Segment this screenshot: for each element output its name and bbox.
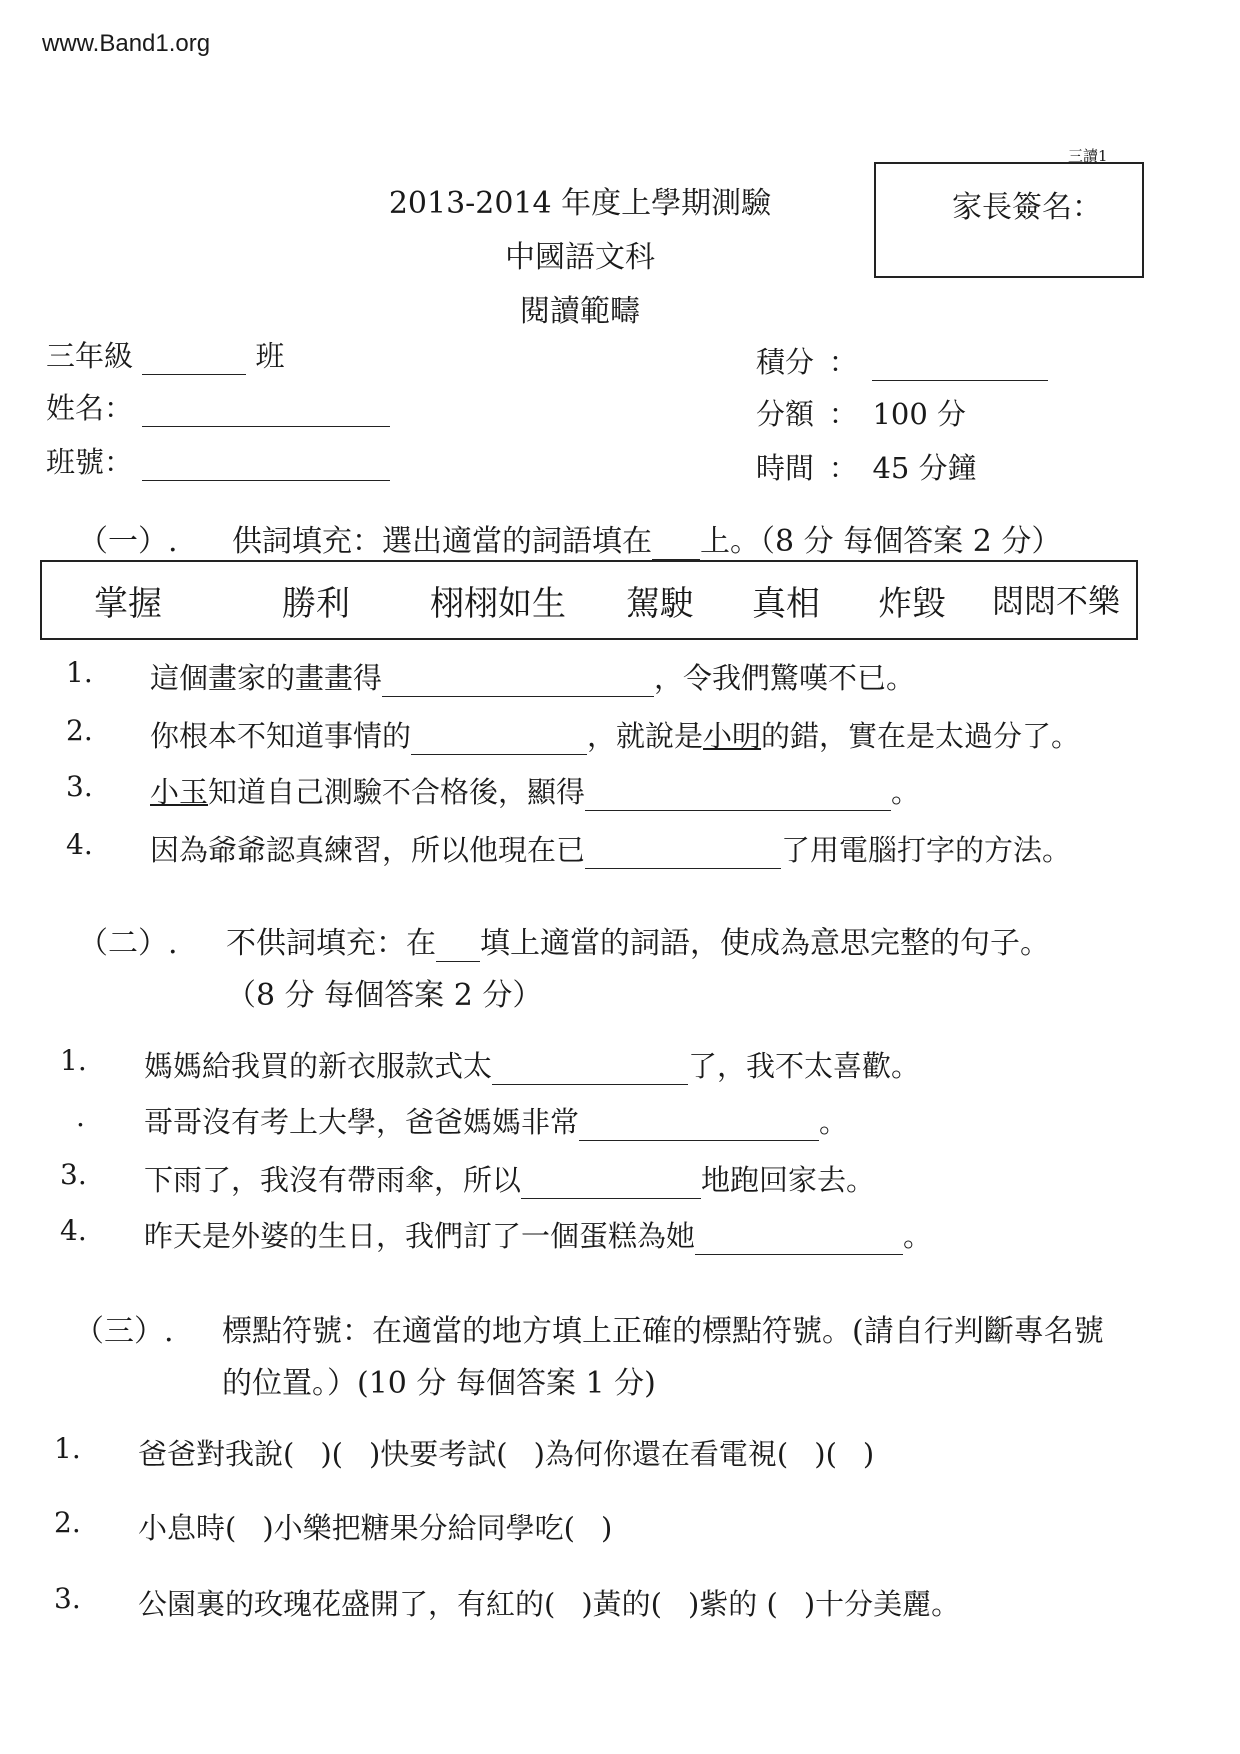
section2-number: （二）. xyxy=(78,926,178,961)
parent-signature-label: 家長簽名： xyxy=(952,190,1102,225)
question-after: 。 xyxy=(819,1105,849,1139)
question-after: 。 xyxy=(891,775,921,809)
question-after: 。 xyxy=(903,1219,933,1253)
question-part: )為何你還在看電視( xyxy=(533,1437,789,1471)
question-number: 3. xyxy=(54,1582,81,1615)
question-text xyxy=(144,1214,932,1255)
time-row xyxy=(756,446,977,487)
question-before: 下雨了，我沒有帶雨傘，所以 xyxy=(144,1163,522,1197)
class-suffix: 班 xyxy=(255,339,285,373)
section2-marks: （8 分 每個答案 2 分） xyxy=(226,978,543,1013)
name-blank[interactable] xyxy=(142,398,390,427)
word-bank-item: 真相 xyxy=(752,584,820,624)
question-part: )( xyxy=(320,1437,343,1471)
section1-number: （一）. xyxy=(78,524,178,559)
answer-blank[interactable] xyxy=(411,726,587,755)
section1-instruction-a: 供詞填充：選出適當的詞語填在 xyxy=(232,524,652,559)
proper-noun: 小明 xyxy=(703,719,762,753)
question-part: )快要考試( xyxy=(368,1437,508,1471)
word-bank-item: 悶悶不樂 xyxy=(992,582,1121,620)
question-text xyxy=(150,828,1071,869)
question-before: 因為爺爺認真練習，所以他現在已 xyxy=(150,833,586,867)
question-middle: ，就說是 xyxy=(587,719,704,753)
question-number: 2. xyxy=(54,1506,81,1539)
class-blank[interactable] xyxy=(142,346,246,375)
answer-blank[interactable] xyxy=(585,840,781,869)
answer-blank[interactable] xyxy=(585,782,891,811)
name-row xyxy=(46,386,390,427)
question-text xyxy=(150,714,1080,755)
section3-instruction-cont: 的位置。）(10 分 每個答案 1 分) xyxy=(222,1366,656,1401)
section3-instruction: 標點符號：在適當的地方填上正確的標點符號。(請自行判斷專名號 xyxy=(222,1314,1104,1349)
question-number: 4. xyxy=(66,828,93,861)
section1-instruction-b: 上。（8 分 每個答案 2 分） xyxy=(700,524,1062,559)
question-before: 你根本不知道事情的 xyxy=(150,719,412,753)
name-label: 姓名： xyxy=(46,391,134,425)
question-number: 2. xyxy=(66,714,93,747)
answer-blank[interactable] xyxy=(579,1112,819,1141)
time-label: 時間 xyxy=(756,451,815,485)
page-code: 三讀1 xyxy=(1068,147,1108,165)
question-before: 昨天是外婆的生日，我們訂了一個蛋糕為她 xyxy=(144,1219,696,1253)
total-row xyxy=(756,392,966,433)
question-number: 1. xyxy=(54,1432,81,1465)
section3-number: （三）. xyxy=(74,1314,174,1349)
question-text xyxy=(150,770,920,811)
score-colon: ： xyxy=(828,345,858,379)
section1-instruction xyxy=(232,516,1061,560)
answer-blank[interactable] xyxy=(492,1056,688,1085)
question-part: ) xyxy=(862,1437,875,1471)
question-before: 哥哥沒有考上大學，爸爸媽媽非常 xyxy=(144,1105,580,1139)
exam-title: 2013-2014 年度上學期測驗 xyxy=(388,186,772,221)
question-part: )小樂把糖果分給同學吃( xyxy=(262,1511,575,1545)
section2-instruction-b: 填上適當的詞語，使成為意思完整的句子。 xyxy=(480,926,1050,961)
question-part: 小息時( xyxy=(138,1511,237,1545)
question-part: 爸爸對我說( xyxy=(138,1437,295,1471)
total-colon: ： xyxy=(828,397,858,431)
question-after: 了用電腦打字的方法。 xyxy=(781,833,1072,867)
question-part: )紫的 ( xyxy=(687,1587,778,1621)
question-number: 4. xyxy=(60,1214,87,1247)
total-label: 分額 xyxy=(756,397,815,431)
number-row xyxy=(46,440,390,481)
grade-label: 三年級 xyxy=(46,339,134,373)
word-bank-item: 勝利 xyxy=(282,584,350,624)
word-bank-item: 栩栩如生 xyxy=(430,584,566,624)
section2-instruction-blank xyxy=(436,933,480,962)
question-before: 知道自己測驗不合格後，顯得 xyxy=(208,775,586,809)
parent-signature-box[interactable] xyxy=(874,162,1144,278)
question-part: )黃的( xyxy=(581,1587,662,1621)
score-blank[interactable] xyxy=(872,352,1048,381)
question-after: 的錯，實在是太過分了。 xyxy=(761,719,1081,753)
question-after: 地跑回家去。 xyxy=(701,1163,876,1197)
proper-noun: 小玉 xyxy=(150,775,209,809)
site-url: www.Band1.org xyxy=(42,30,211,57)
word-bank-item: 掌握 xyxy=(94,584,162,624)
total-value: 100 分 xyxy=(872,397,967,431)
number-label: 班號： xyxy=(46,445,134,479)
section1-instruction-blank xyxy=(652,531,700,560)
question-part: )( xyxy=(814,1437,837,1471)
score-row xyxy=(756,340,1048,381)
answer-blank[interactable] xyxy=(521,1170,701,1199)
number-blank[interactable] xyxy=(142,452,390,481)
score-label: 積分 xyxy=(756,345,815,379)
question-part: ) xyxy=(600,1511,613,1545)
question-after: ，令我們驚嘆不已。 xyxy=(654,661,916,695)
question-part: 公園裏的玫瑰花盛開了，有紅的( xyxy=(138,1587,556,1621)
question-text xyxy=(144,1100,848,1141)
answer-blank[interactable] xyxy=(695,1226,903,1255)
question-text xyxy=(144,1158,875,1199)
domain-title: 閱讀範疇 xyxy=(520,294,640,329)
question-number: 1. xyxy=(60,1044,87,1077)
section2-instruction xyxy=(226,918,1050,962)
subject-title: 中國語文科 xyxy=(505,240,655,275)
question-number: . xyxy=(76,1100,85,1133)
question-number: 3. xyxy=(66,770,93,803)
question-text xyxy=(144,1044,920,1085)
question-number: 3. xyxy=(60,1158,87,1191)
question-after: 了，我不太喜歡。 xyxy=(688,1049,921,1083)
time-value: 45 分鐘 xyxy=(872,451,977,485)
question-before: 媽媽給我買的新衣服款式太 xyxy=(144,1049,493,1083)
word-bank-box xyxy=(40,560,1138,640)
word-bank-item: 駕駛 xyxy=(626,584,694,624)
question-text xyxy=(138,1432,874,1473)
grade-class-row xyxy=(46,334,284,375)
question-before: 這個畫家的畫畫得 xyxy=(150,661,383,695)
question-text xyxy=(138,1506,612,1547)
time-colon: ： xyxy=(828,451,858,485)
question-part: )十分美麗。 xyxy=(803,1587,961,1621)
question-number: 1. xyxy=(66,656,93,689)
question-text xyxy=(150,656,915,697)
question-text xyxy=(138,1582,960,1623)
word-bank-item: 炸毀 xyxy=(878,584,946,624)
section2-instruction-a: 不供詞填充：在 xyxy=(226,926,436,961)
answer-blank[interactable] xyxy=(382,668,654,697)
